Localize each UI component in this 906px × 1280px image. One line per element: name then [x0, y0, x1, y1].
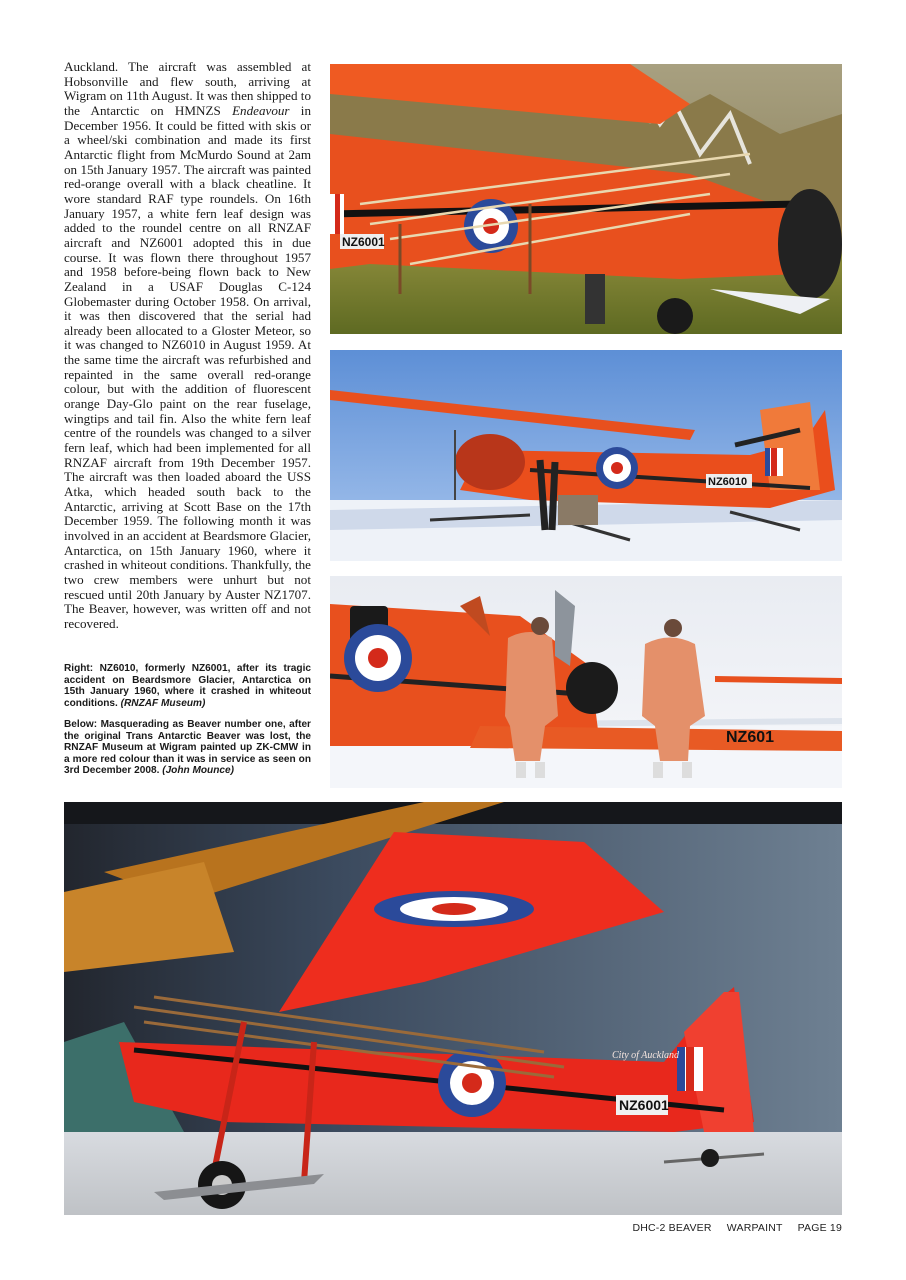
photo-museum-replica	[64, 802, 842, 1215]
ship-name: Endeavour	[232, 102, 290, 118]
article-body-part-1: Auckland. The aircraft was assembled at Hobsonville and flew south, arriving at Wigram on 11th August. It was then shipped to the Antarctic on HMNZS	[64, 59, 311, 118]
caption-right	[64, 663, 311, 709]
article-body	[64, 60, 311, 632]
caption-below	[64, 719, 311, 777]
footer-magazine: WARPAINT	[726, 1222, 783, 1234]
caption-right-credit: (RNZAF Museum)	[120, 697, 206, 709]
photo-3-serial: NZ601	[726, 729, 775, 746]
photo-crash-beardsmore-glacier	[330, 576, 842, 788]
caption-below-text: Below: Masquerading as Beaver number one, after the original Trans Antarctic Beaver was lost, the RNZAF Museum at Wigram painted up ZK-CMW in a more red colour than it was in service as seen on 3rd December 2008.	[64, 719, 311, 777]
caption-right-text: Right: NZ6010, formerly NZ6001, after its tragic accident on Beardsmore Glacier, Antarctica on 15th January 1960, where it crashed in whiteout conditions.	[64, 663, 311, 709]
photo-4-script-name: City of Auckland	[612, 1050, 680, 1061]
photo-1-serial: NZ6001	[342, 235, 385, 249]
photo-2-serial: NZ6010	[708, 476, 748, 488]
footer-title: DHC-2 BEAVER	[632, 1222, 712, 1234]
photo-nz6010-on-snow	[330, 350, 842, 561]
article-body-part-2: in December 1956. It could be fitted with skis or a wheel/ski combination and made its first Antarctic flight from McMurdo Sound at 2am on 15th January 1957. The aircraft was painted red-orange overall with a black cheatline. It wore standard RAF type roundels. On 16th January 1957, a white fern leaf design was added to the roundel centre on all RNZAF aircraft and NZ6001 adopted this in due course. It was flown there throughout 1957 and 1958 before-being flown back to New Zealand in a USAF Douglas C-124 Globemaster during October 1958. On arrival, it was then discovered that the serial had already been allocated to a Gloster Meteor, so it was changed to NZ6010 in August 1959. At the same time the aircraft was refurbished and repainted in the same overall red-orange colour, but with the addition of fluorescent orange Day-Glo paint on the rear fuselage, wingtips and tail fin. Also the white fern leaf centre of the roundels was changed to a silver fern leaf, which had been implemented for all RNZAF aircraft from 19th December 1957. The aircraft was then loaded aboard the USS Atka, which headed south back to the Antarctic, arriving at Scott Base on the 17th December 1959. The following month it was involved in an accident at Beardsmore Glacier, Antarctica, on 15th January 1960, where it crashed in whiteout conditions. Thankfully, the two crew members were unhurt but not rescued until 20th January by Auster NZ1707. The Beaver, however, was written off and not recovered.	[64, 102, 311, 631]
photo-nz6001-on-grass	[330, 64, 842, 334]
footer-page-number: PAGE 19	[797, 1222, 842, 1234]
caption-below-credit: (John Mounce)	[162, 765, 234, 777]
page-footer	[620, 1222, 842, 1234]
photo-4-serial: NZ6001	[619, 1097, 669, 1113]
